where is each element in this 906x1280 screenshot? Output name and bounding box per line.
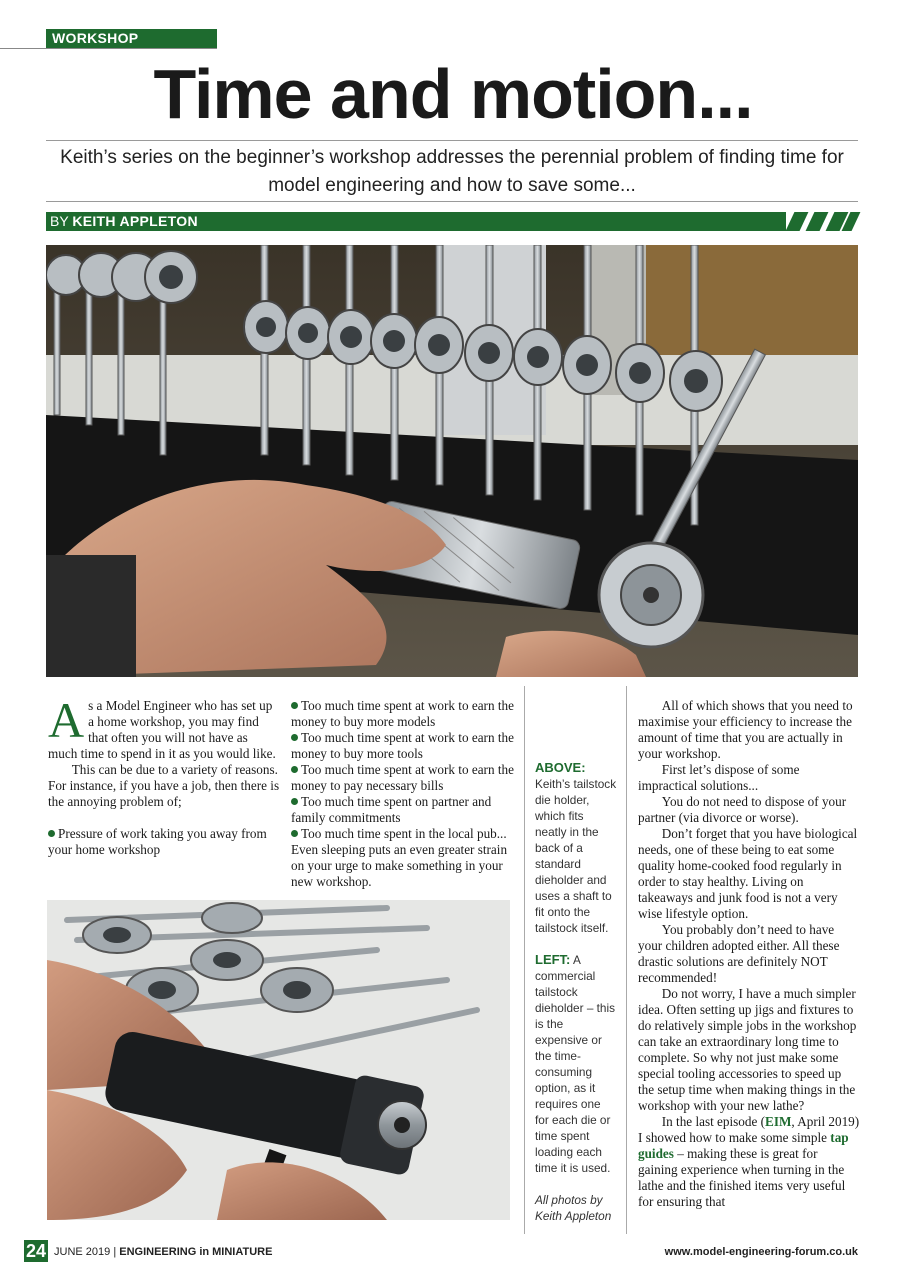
bullet-item (291, 698, 517, 730)
bullet-item (291, 730, 517, 762)
title-rule-bottom (46, 201, 858, 202)
opening-paragraph (48, 692, 280, 762)
standfirst: Keith’s series on the beginner’s workshop addresses the perennial problem of finding time for model engineering and how to save some... (60, 147, 844, 196)
byline-prefix: BY (50, 213, 73, 229)
dieholder-rack-illustration (46, 245, 858, 677)
text-run: In the last episode ( (661, 1114, 766, 1129)
article-title: Time and motion... (153, 55, 753, 133)
footer-issue-date: JUNE 2019 (54, 1246, 111, 1258)
caption-left (535, 952, 617, 1176)
commercial-dieholder-illustration (47, 900, 510, 1220)
main-photo (46, 245, 858, 677)
eim-reference: EIM (765, 1114, 792, 1129)
tap-guides-reference: tap guides (638, 1130, 849, 1161)
column-divider (524, 686, 525, 1234)
bullet-item (291, 762, 517, 794)
footer-issue (54, 1244, 272, 1260)
caption-above-text: Keith’s tailstock die holder, which fits neatly in the back of a standard dieholder and uses a shaft to fit onto the tailstock itself. (535, 777, 617, 935)
photo-credit: All photos by Keith Appleton (535, 1193, 612, 1223)
caption-above-label: ABOVE: (535, 760, 586, 775)
byline-chevron (786, 212, 809, 231)
byline-chevron (806, 212, 829, 231)
bullet-text: Too much time spent at work to earn the money to buy more tools (291, 730, 514, 761)
body-paragraph: You probably don’t need to have your children adopted either. All these drastic solutions are definitely NOT recommended! (638, 922, 840, 985)
footer-website: www.model-engineering-forum.co.uk (664, 1246, 858, 1258)
section-tag-rule (0, 48, 217, 49)
bullet-dot-icon (291, 766, 298, 773)
bullet-dot-icon (291, 702, 298, 709)
bullet-item (291, 794, 517, 826)
title-rule-top (46, 140, 858, 141)
bullet-text: Pressure of work taking you away from your home workshop (48, 826, 267, 857)
text-run: – making these is great for gaining experience when turning in the lathe and the finished items very useful for ensuring that (638, 1146, 846, 1209)
bullet-dot-icon (291, 830, 298, 837)
bullet-dot-icon (291, 734, 298, 741)
drop-cap: A (48, 692, 85, 748)
body-column-1 (48, 692, 280, 858)
body-paragraph: Don’t forget that you have biological needs, one of these being to eat some quality home-cooked food regularly in order to stay healthy. Living on takeaways and junk food is not a very wise lifestyle option. (638, 826, 858, 921)
byline (46, 212, 786, 231)
bullet-item (291, 826, 517, 890)
byline-author: KEITH APPLETON (72, 213, 198, 229)
body-paragraph: All of which shows that you need to maximise your efficiency to increase the amount of time that you are actually in your workshop. (638, 698, 853, 761)
bullet-dot-icon (48, 830, 55, 837)
bullet-dot-icon (291, 798, 298, 805)
opening-text: s a Model Engineer who has set up a home workshop, you may find that often you will not have as much time to spend in it as you would like. (48, 698, 276, 761)
body-paragraph: You do not need to dispose of your partner (via divorce or worse). (638, 794, 847, 825)
column-divider (626, 686, 627, 1234)
bullet-text: Too much time spent in the local pub... Even sleeping puts an even greater strain on your urge to make something in your new workshop. (291, 826, 508, 889)
body-paragraph: This can be due to a variety of reasons. For instance, if you have a job, then there is the annoying problem of; (48, 762, 280, 809)
bullet-item (48, 826, 280, 858)
bullet-text: Too much time spent at work to earn the money to pay necessary bills (291, 762, 514, 793)
page-number: 24 (25, 1241, 47, 1261)
text-run: , April 2019) I showed how to make some simple (638, 1114, 860, 1145)
body-paragraph (638, 1114, 860, 1210)
footer-magazine-name: ENGINEERING in MINIATURE (119, 1246, 273, 1258)
section-tag: WORKSHOP (46, 29, 217, 48)
second-photo (47, 900, 510, 1220)
caption-column (535, 760, 617, 1240)
bullet-text: Too much time spent on partner and family commitments (291, 794, 492, 825)
caption-left-label: LEFT: (535, 952, 571, 967)
caption-above (535, 760, 617, 936)
footer-separator: | (110, 1246, 120, 1258)
body-column-4 (638, 698, 860, 1210)
body-paragraph: First let’s dispose of some impractical solutions... (638, 762, 800, 793)
body-paragraph: Do not worry, I have a much simpler idea. Often setting up jigs and fixtures to do relatively simple jobs in the workshop can take an extraordinary long time to complete. So why not just make some special tooling accessories to speed up the setup time when making things in the workshop with your new lathe? (638, 986, 857, 1113)
caption-left-text: A commercial tailstock dieholder – this is the expensive or the time-consuming option, as it requires one for each die or time spent loading each time it is used. (535, 953, 616, 1175)
body-column-2 (291, 698, 517, 890)
bullet-text: Too much time spent at work to earn the money to buy more models (291, 698, 514, 729)
